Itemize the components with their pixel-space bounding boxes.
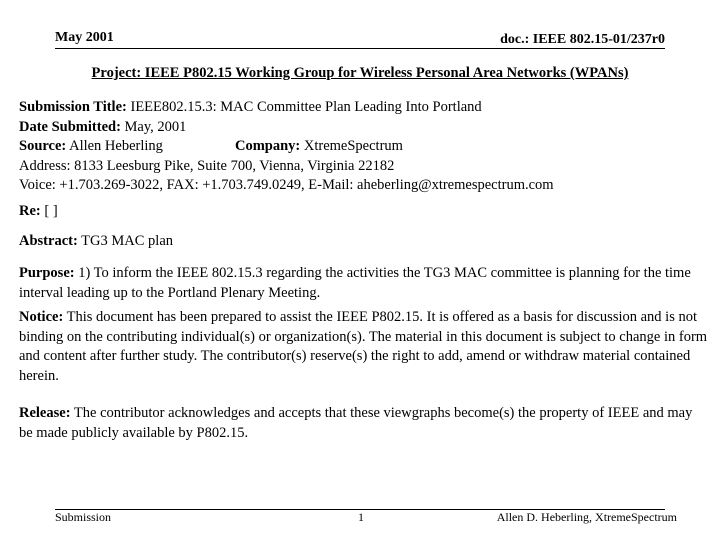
project-title: Project: IEEE P802.15 Working Group for Wireless Personal Area Networks (WPANs) [91,65,629,81]
date-submitted-label: Date Submitted: [19,118,121,135]
submission-title-label: Submission Title: [19,99,127,115]
submission-title-line [19,98,709,118]
footer-author: Allen D. Heberling, XtremeSpectrum [496,510,677,524]
abstract-text: TG3 MAC plan [81,233,174,249]
abstract-block [19,232,709,252]
re-block [19,202,709,222]
header-doc-id: doc.: IEEE 802.15-01/237r0 [500,32,665,47]
company-name: XtremeSpectrum [303,138,403,154]
purpose-text: 1) To inform the IEEE 802.15.3 regarding the activities the TG3 MAC committee is planning for the time interval leading up to the Portland Plenary Meeting. [19,265,691,301]
notice-label: Notice: [19,309,64,325]
notice-text: This document has been prepared to assist the IEEE P802.15. It is offered as a basis for discussion and is not binding on the contributing individual(s) or organization(s). The material in this document is subject to change in form and content after further study. The contributor(s) reserve(s) the right to add, amend or withdraw material contained herein. [19,309,708,384]
contact-line: Voice: +1.703.269-3022, FAX: +1.703.749.0249, E-Mail: aheberling@xtremespectrum.com [19,177,554,193]
company-label: Company: [235,138,301,154]
company-group [235,137,403,157]
re-value: [ ] [44,203,58,219]
source-label: Source: [19,138,67,154]
purpose-label: Purpose: [19,265,75,281]
date-submitted: May, 2001 [124,118,187,135]
re-label: Re: [19,203,41,219]
notice-block [19,308,709,386]
footer-submission: Submission [55,510,112,524]
header-date: May 2001 [55,30,114,45]
release-block [19,404,709,443]
header-rule [55,48,665,49]
address-line: Address: 8133 Leesburg Pike, Suite 700, Vienna, Virginia 22182 [19,157,395,174]
purpose-block [19,264,709,303]
source-name: Allen Heberling [69,138,163,154]
release-text: The contributor acknowledges and accepts that these viewgraphs become(s) the property of IEEE and may be made publicly available by P802.15. [19,405,693,441]
date-submitted-line [19,118,709,138]
footer-page-number: 1 [358,510,364,524]
source-line [19,137,709,157]
submission-block [19,98,709,196]
submission-title: IEEE802.15.3: MAC Committee Plan Leading Into Portland [130,99,482,115]
release-label: Release: [19,405,71,421]
abstract-label: Abstract: [19,233,78,249]
